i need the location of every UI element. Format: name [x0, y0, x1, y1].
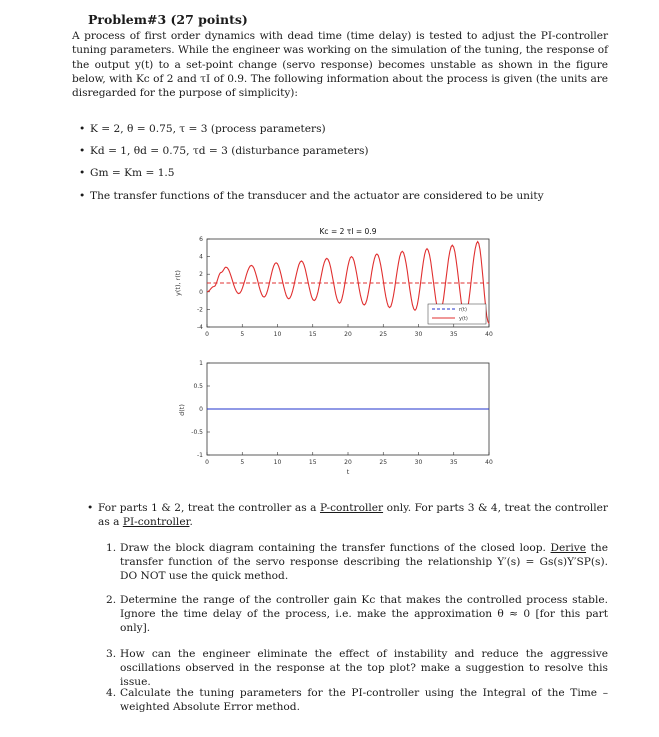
plot0-ytick-label: -4 — [197, 324, 203, 331]
bullet-disturbance-params: • Kd = 1, θd = 0.75, τd = 3 (disturbance parameters) — [90, 145, 369, 158]
parts-note-post: . — [189, 516, 193, 528]
plot1-xtick-label: 5 — [240, 459, 245, 466]
plot0-xtick-label: 20 — [344, 331, 352, 338]
plot1-xtick-label: 15 — [308, 459, 317, 466]
bottom-plot-ylabel: d(t) — [178, 404, 186, 416]
plot0-ytick-label: 0 — [199, 288, 203, 296]
question-3-text: How can the engineer eliminate the effect of instability and reduce the aggressive oscillations observed in the response at the top plot? make a suggestion to resolve this issue. — [120, 648, 608, 688]
question-1-text-b: the transfer function of the servo response describing the relationship Y′(s) = Gs(s)Y′SP(s). DO NOT use the quick method. — [120, 542, 608, 582]
legend-y-label: y(t) — [459, 316, 468, 322]
question-4 — [106, 686, 608, 714]
top-plot-title: Kc = 2 τI = 0.9 — [319, 227, 377, 236]
top-plot-ylabel: y(t), r(t) — [174, 270, 182, 296]
plot0-ytick-label: 4 — [199, 253, 203, 261]
bullet-measurement-gain: • Gm = Km = 1.5 — [90, 167, 175, 180]
question-2-text: Determine the range of the controller gain Kc that makes the controlled process stable. Ignore the time delay of the process, i.e. make the approximation θ ≈ 0 [for this part only]. — [120, 594, 608, 634]
question-3-number: 3. — [106, 648, 117, 660]
question-1-number: 1. — [106, 542, 117, 554]
plot1-xtick-label: 40 — [485, 459, 493, 466]
bullet-process-params: • K = 2, θ = 0.75, τ = 3 (process parameters) — [90, 123, 326, 136]
bullet-unity-transfer: • The transfer functions of the transducer and the actuator are considered to be unity — [90, 190, 544, 203]
parts-note — [98, 501, 608, 529]
plot1-xtick-label: 0 — [205, 459, 209, 466]
question-1-derive: Derive — [550, 542, 587, 554]
pi-controller-term: PI-controller — [122, 516, 190, 528]
question-4-text: Calculate the tuning parameters for the PI-controller using the Integral of the Time – weighted Absolute Error method. — [120, 687, 608, 713]
plot0-xtick-label: 40 — [485, 331, 493, 338]
plot0-xtick-label: 10 — [273, 331, 282, 338]
question-4-number: 4. — [106, 687, 117, 699]
p-controller-term: P-controller — [319, 502, 384, 514]
plot0-xtick-label: 35 — [449, 331, 458, 338]
plot1-ytick-label: 0.5 — [193, 383, 203, 390]
plot1-xtick-label: 20 — [344, 459, 352, 466]
problem-title: Problem#3 (27 points) — [88, 12, 248, 27]
legend-r-label: r(t) — [459, 307, 467, 313]
plot0-ytick-label: -2 — [197, 306, 203, 314]
plot1-xtick-label: 30 — [414, 459, 423, 466]
plot0-xtick-label: 15 — [308, 331, 317, 338]
plot0-xtick-label: 5 — [240, 331, 245, 338]
question-1 — [106, 541, 608, 583]
plot1-xtick-label: 35 — [449, 459, 458, 466]
plot0-ytick-label: 2 — [199, 271, 203, 279]
plot1-xtick-label: 10 — [273, 459, 282, 466]
plot0-xtick-label: 25 — [379, 331, 388, 338]
question-3 — [106, 647, 608, 689]
plot1-ytick-label: 1 — [199, 360, 203, 367]
question-2 — [106, 593, 608, 635]
question-2-number: 2. — [106, 594, 117, 606]
plot1-ytick-label: -0.5 — [191, 429, 203, 436]
parts-note-pre: For parts 1 & 2, treat the controller as a — [98, 502, 320, 514]
bottom-plot-xlabel: t — [346, 468, 350, 476]
plot1-ytick-label: -1 — [197, 452, 203, 459]
parts-note-mid: only. For parts 3 & 4, treat the controller as a — [98, 502, 608, 528]
plot0-xtick-label: 30 — [414, 331, 423, 338]
plot1-xtick-label: 25 — [379, 459, 388, 466]
top-plot-legend — [428, 304, 486, 324]
plot0-xtick-label: 0 — [205, 331, 209, 338]
plot1-ytick-label: 0 — [199, 406, 203, 413]
plot0-ytick-label: 6 — [199, 236, 203, 243]
question-1-text-a: Draw the block diagram containing the transfer functions of the closed loop. — [120, 542, 551, 554]
problem-intro: A process of first order dynamics with dead time (time delay) is tested to adjust the PI-controller tuning parameters. While the engineer was working on the simulation of the tuning, the response of the output y(t) to a set-point change (servo response) becomes unstable as shown in the figure below, with Kc of 2 and τI of 0.9. The following information about the process is given (the units are disregarded for the purpose of simplicity): — [72, 30, 608, 100]
response-figure — [170, 222, 500, 477]
